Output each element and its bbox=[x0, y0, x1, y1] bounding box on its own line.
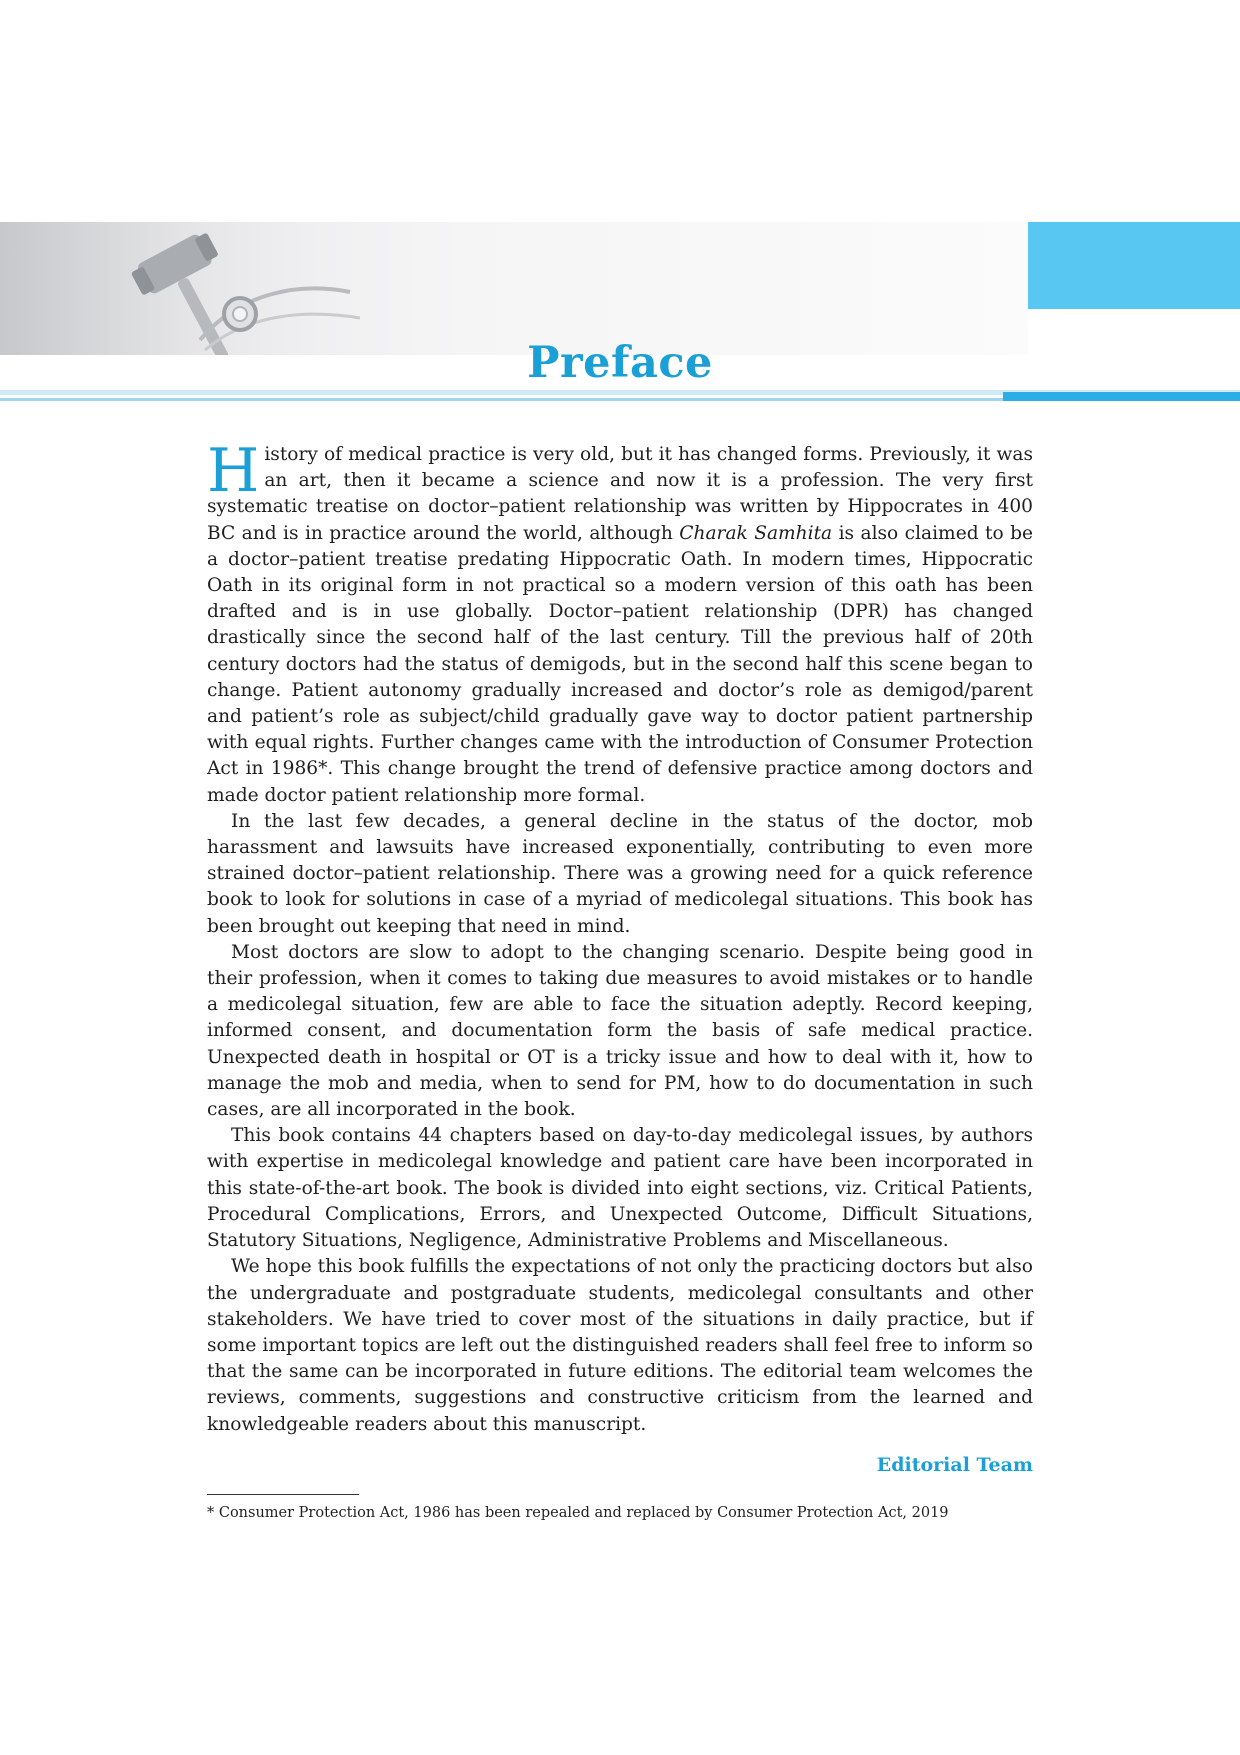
gavel-and-stethoscope-icon bbox=[0, 222, 360, 355]
footnote-rule bbox=[207, 1494, 359, 1495]
paragraph-3: Most doctors are slow to adopt to the changing scenario. Despite being good in their profession, when it comes to taking due measures to avoid mistakes or to handle a medicolegal situation, few are able to face the situation adeptly. Record keeping, informed consent, and documentation form the basis of safe medical practice. Unexpected death in hospital or OT is a tricky issue and how to deal with it, how to manage the mob and media, when to send for PM, how to do documentation in such cases, are all incorporated in the book. bbox=[207, 941, 1033, 1121]
header-accent-block bbox=[1028, 222, 1240, 309]
paragraph-1-text-a: istory of medical practice is very old, but it has changed forms. Previously, it was an art, then it became a science and now it is a profession. The very first systematic treatise on doctor–patient relationship was written by Hippocrates in 400 BC and is in practice around the world, although bbox=[207, 444, 1033, 544]
signature: Editorial Team bbox=[876, 1453, 1033, 1476]
drop-cap: H bbox=[207, 436, 260, 506]
paragraph-1-text-b: is also claimed to be a doctor–patient treatise predating Hippocratic Oath. In modern times, Hippocratic Oath in its original form in not practical so a modern version of this oath has been drafted and is in use globally. Doctor–patient relationship (DPR) has changed drastically since the second half of the last century. Till the previous half of 20th century doctors had the status of demigods, but in the second half this scene began to change. Patient autonomy gradually increased and doctor’s role as demigod/parent and patient’s role as subject/child gradually gave way to doctor patient partnership with equal rights. Further changes came with the introduction of Consumer Protection Act in 1986*. This change brought the trend of defensive practice among doctors and made doctor patient relationship more formal. bbox=[207, 522, 1034, 806]
paragraph-2: In the last few decades, a general decline in the status of the doctor, mob harassment and lawsuits have increased exponentially, contributing to even more strained doctor–patient relationship. There was a growing need for a quick reference book to look for solutions in case of a myriad of medicolegal situations. This book has been brought out keeping that need in mind. bbox=[207, 810, 1033, 937]
page-title: Preface bbox=[527, 338, 713, 388]
paragraph-1 bbox=[207, 436, 1034, 809]
preface-body bbox=[207, 436, 1034, 1523]
paragraph-4: This book contains 44 chapters based on day-to-day medicolegal issues, by authors with expertise in medicolegal knowledge and patient care have been incorporated in this state-of-the-art book. The book is divided into eight sections, viz. Critical Patients, Procedural Complications, Errors, and Unexpected Outcome, Difficult Situations, Statutory Situations, Negligence, Administrative Problems and Miscellaneous. bbox=[207, 1125, 1033, 1252]
paragraph-5: We hope this book fulfills the expectations of not only the practicing doctors but also the undergraduate and postgraduate students, medicolegal consultants and other stakeholders. We have tried to cover most of the situations in daily practice, but if some important topics are left out the distinguished readers shall feel free to inform so that the same can be incorporated in future editions. The editorial team welcomes the reviews, comments, suggestions and constructive criticism from the learned and knowledgeable readers about this manuscript. bbox=[207, 1256, 1033, 1435]
footnote: * Consumer Protection Act, 1986 has been repealed and replaced by Consumer Protection Act, 2019 bbox=[207, 1504, 949, 1521]
paragraph-1-italic: Charak Samhita bbox=[679, 522, 833, 544]
title-rule-accent bbox=[1003, 392, 1240, 401]
